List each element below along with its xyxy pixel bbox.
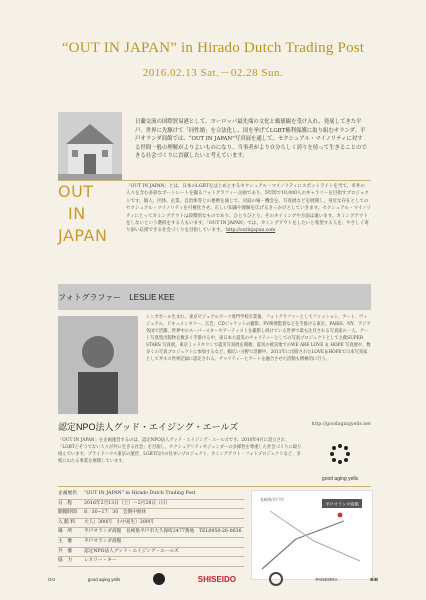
map-illustration — [252, 491, 370, 577]
oij-logo — [58, 181, 122, 281]
info-value: 認定NPO法人グッド・エイジング・エールズ — [84, 548, 179, 554]
photographer-heading: フォトグラファー LESLIE KEE — [58, 293, 175, 302]
building-photo — [58, 112, 122, 180]
info-value: 8：30−17：30 会期中無休 — [84, 510, 147, 516]
sponsors-bar — [48, 568, 378, 590]
map-label: 平戸オランダ商館 — [325, 501, 359, 507]
info-value: 大人）300円 小中高生）200円 — [84, 519, 154, 525]
npo-url[interactable]: http://goodagingyells.net — [311, 422, 371, 427]
info-row — [58, 538, 244, 548]
sponsor-logo: SHISEIDO — [197, 574, 237, 584]
sponsor-logo: OIJ — [48, 576, 56, 582]
building-illustration — [58, 112, 122, 180]
info-label: 日 程 — [58, 500, 73, 506]
event-dates: 2016.02.13 Sat.－02.28 Sun. — [142, 67, 284, 79]
location-map — [251, 490, 373, 580]
sponsor-logo — [153, 573, 165, 585]
info-value: “OUT IN JAPAN” in Hirado Dutch Trading Post — [84, 491, 196, 496]
info-row — [58, 548, 244, 558]
info-label: 場 所 — [58, 529, 73, 535]
divider — [58, 486, 371, 487]
oij-logo-line: OUT — [58, 182, 94, 201]
info-value: 平戸オランダ商館 — [84, 538, 122, 544]
sponsor-logo — [269, 572, 283, 586]
photographer-portrait — [58, 316, 138, 414]
map-sublabel: 長崎県平戸市 — [260, 497, 284, 502]
info-row — [58, 557, 244, 567]
npo-logo-mark — [310, 440, 370, 472]
oij-description — [126, 183, 372, 235]
npo-logo-text: good aging yells — [321, 476, 359, 482]
photographer-bio: シンガポール生まれ。東京ビジュアルアーツ専門学校卒業後、フォトグラファーとしてファッション、アート、ヴィジュアル、ドキュメンタリー、広告、CDジャケットの撮影、PV映像監督などを手掛ける東京、PARIS、NY、アジア各国で活躍。世界中のスーパースターやアーティストを撮影し続けている世界で最も注目される写真家の一人。アート写真集出版物を数多く手掛ける中、東日本大震災のチャリティーとしての写真プロジェクトとして主催SUPER STARS 写真展。東京ミッドタウンで震災写真展を開催。震災の被災地でのWE ARE LOVE ＆ HOPE 写真展や、数多くの写真プロジェクトに参加するなど、幅広い分野で活躍中。2011年に出版されたLOVE＆HOPEで日本写真家としてギネス世界記録に認定される。チャリティーとアートを融合させた活動も積極的に行う。 — [146, 315, 371, 362]
info-row — [58, 509, 244, 519]
info-label: 協 力 — [58, 558, 73, 564]
npo-title: 認定NPO法人グッド・エイジング・エールズ — [58, 422, 239, 432]
info-value: レスリー・キー — [84, 558, 117, 564]
info-row — [58, 519, 244, 529]
sponsor-logo: BiB — [370, 576, 378, 582]
info-label: 企画展名 — [58, 491, 77, 496]
info-label: 主 催 — [58, 538, 73, 544]
oij-logo-line: JAPAN — [58, 226, 108, 245]
sponsor-logo: good aging yells — [87, 576, 121, 582]
npo-description: 「OUT IN JAPAN」を企画運営するのは、認定NPO法人グッド・エイジング・エールズです。2010年4月に設立され、「LGBTとそうでない人々が共に生きる社会」を目指し、セクシュアリティやジェンダーの多様性を尊重した社会づくりに取り組んでいます。プライドハウス東京の運営、LGBT向けの住まいプロジェクト、カミングアウト・フォトプロジェクトなど、多岐にわたる事業を展開しています。 — [58, 438, 302, 464]
info-value: 2016年2月13日（土）〜2月28日（日） — [84, 500, 171, 506]
oij-url[interactable]: http://outinjapan.com — [226, 228, 276, 234]
info-label: 共 催 — [58, 548, 73, 554]
oij-description-text: 「OUT IN JAPAN」とは、日本のLGBTをはじめとするセクシュアル・マイノリティにスポットライトを当て、市井の人々を含む多彩なポートレートを撮るフォトグラフィー企画であり、5年間で10,000人のギャラリーを目指すプロジェクトです。個人、団体、企業、自治体等との連携を通じて、対話の場・機会を、写真展などを展開し、身近な存在としてのセクシュアル・マイノリティを可視化させ、正しい知識や理解を広げるきっかけとしていきます。セクシュアル・マイノリティにとってカミングアウトは段階的なものであり、ひとりひとり、そのタイミングや方法は違います。カミングアウトをしないという選択をする人もいます。「OUT IN JAPAN」では、カミングアウトをしたいと希望する人を、やさしく寄り添い応援できる社会づくりを目指しています。 — [126, 184, 371, 234]
info-label: 開館時間 — [58, 510, 77, 516]
info-row — [58, 500, 244, 510]
info-table — [58, 490, 244, 567]
npo-logo — [310, 440, 370, 486]
info-row — [58, 490, 244, 500]
portrait-illustration — [58, 316, 138, 414]
intro-text: 日蘭交流の国際貿易港として、ヨーロッパ最先端の文化と価値観を受け入れ、発展してきた平戸。世界に先駆けて「同性婚」を合法化し、国を挙げてLGBT権利保護に取り組むオランダ。平戸オランダ商館では、“OUT IN JAPAN”写真展を通して、セクシュアル・マイノリティに対する世間一般の理解がよりよいものになり、当事者がより自分らしく誇りを持って生きることのできる社会づくりに貢献したいと考えています。 — [135, 119, 367, 160]
sponsor-logo: PANDORA — [315, 576, 338, 582]
info-label: 入 館 料 — [58, 519, 76, 525]
info-row — [58, 528, 244, 538]
event-title: “OUT IN JAPAN” in Hirado Dutch Trading Post — [61, 40, 365, 56]
oij-logo-line: IN — [68, 204, 86, 223]
info-value: 平戸オランダ商館 長崎県平戸市大久保町2477番地 TEL0950-26-0636 — [84, 529, 242, 535]
